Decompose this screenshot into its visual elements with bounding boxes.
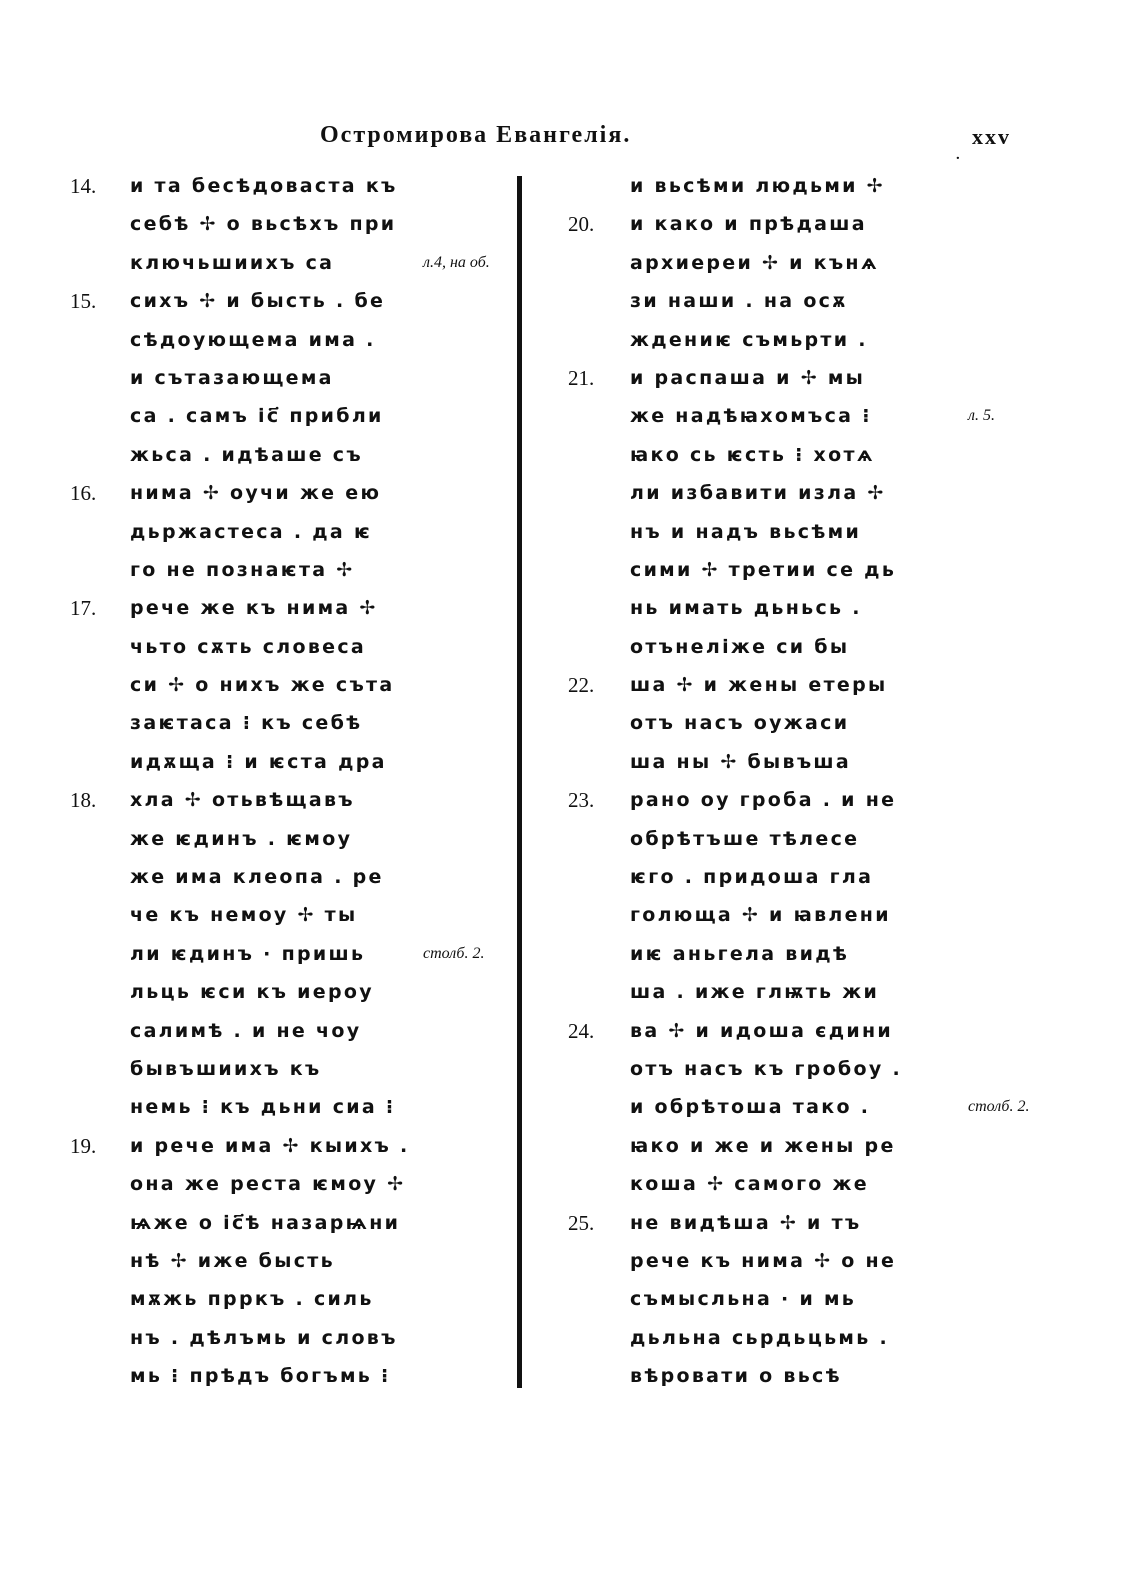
line-text: жьса . идѣаше съ — [130, 443, 363, 466]
column-divider — [517, 176, 522, 1388]
text-line — [630, 589, 930, 627]
text-line — [630, 1357, 930, 1395]
verse-number: 20. — [568, 212, 595, 237]
text-line — [630, 1127, 930, 1165]
right-text-column — [568, 167, 1030, 1396]
line-text: го не познаѥта ✢ — [130, 558, 355, 581]
line-text: иѥ аньгела видѣ — [630, 942, 850, 965]
text-line — [130, 1319, 430, 1357]
line-text: рече къ нима ✢ о не — [630, 1249, 897, 1272]
line-text: и вьсѣми людьми ✢ — [630, 175, 885, 197]
margin-note: столб. 2. — [423, 944, 485, 962]
text-line — [130, 666, 430, 704]
text-line — [568, 205, 930, 243]
line-text: и како и прѣдаша — [630, 213, 867, 236]
line-text: сѣдоующема има . — [130, 328, 376, 351]
text-line — [630, 244, 930, 282]
line-text: са . самъ іс҃ прибли — [130, 405, 384, 428]
line-text: бывъшиихъ къ — [130, 1057, 322, 1080]
line-text: сихъ ✢ и бысть . бе — [130, 290, 386, 313]
line-text: и распаша и ✢ мы — [630, 366, 866, 389]
line-text: ꙗко и же и жены ре — [630, 1134, 896, 1157]
verse-number: 14. — [70, 174, 97, 198]
text-line — [70, 589, 430, 627]
text-line — [630, 321, 930, 359]
page-title: Остромирова Евангелія. — [320, 122, 632, 148]
line-text: обрѣтъше тѣлесе — [630, 827, 860, 850]
text-line — [130, 551, 430, 589]
text-line — [130, 1280, 430, 1318]
text-line — [568, 666, 930, 704]
line-text: си ✢ о нихъ же съта — [130, 674, 395, 697]
line-text: не видѣша ✢ и тъ — [630, 1211, 862, 1234]
line-text: дьржастеса . да ѥ — [130, 520, 373, 543]
line-text: зи наши . на осѫ — [630, 290, 848, 313]
running-header — [320, 122, 740, 158]
text-line — [130, 1012, 430, 1050]
line-text: ли ѥдинъ · пришь — [130, 942, 366, 965]
line-text: идѫща ⁝ и ѥста дра — [130, 750, 387, 773]
text-line — [630, 820, 930, 858]
line-text: отънеліже си бы — [630, 635, 850, 658]
line-text: же ѥдинъ . ѥмоу — [130, 827, 353, 850]
text-line — [630, 1280, 930, 1318]
line-text: хла ✢ отьвѣщавъ — [130, 789, 355, 812]
line-text: ѥго . придоша гла — [630, 866, 874, 889]
verse-number: 19. — [70, 1133, 97, 1158]
text-line — [70, 282, 430, 320]
text-line — [630, 282, 930, 320]
text-line — [130, 1357, 430, 1395]
line-text: голюща ✢ и ꙗвлени — [630, 904, 891, 927]
text-line — [630, 167, 930, 205]
line-text: ключьшиихъ са — [130, 251, 335, 274]
text-line — [130, 935, 485, 973]
text-line — [130, 397, 430, 435]
text-line — [70, 167, 430, 205]
text-line — [630, 436, 930, 474]
line-text: и сътазающема — [130, 366, 334, 389]
line-text: нѣ ✢ иже бысть — [130, 1249, 335, 1272]
line-text: нь имать дьньсь . — [630, 597, 862, 620]
text-line — [130, 896, 430, 934]
verse-number: 21. — [568, 365, 595, 390]
line-text: же има клеопа . ре — [130, 866, 384, 889]
line-text: чьто сѫть словеса — [130, 635, 367, 658]
line-text: нъ и надъ вьсѣми — [630, 520, 862, 543]
text-line — [130, 1242, 430, 1280]
line-text: заѥтаса ⁝ къ себѣ — [130, 712, 363, 735]
margin-note: л.4, на об. — [423, 253, 490, 271]
margin-note: л. 5. — [968, 407, 995, 425]
verse-number: 17. — [70, 596, 97, 621]
line-text: рече же къ нима ✢ — [130, 597, 378, 620]
line-text: мь ⁝ прѣдъ богъмь ⁝ — [130, 1365, 391, 1388]
page-number: xxv — [972, 124, 1011, 149]
text-line — [130, 973, 430, 1011]
line-text: салимѣ . и не чоу — [130, 1019, 362, 1042]
text-line — [630, 551, 930, 589]
line-text: нима ✢ оучи же ею — [130, 482, 382, 505]
line-text: че къ немоу ✢ ты — [130, 904, 358, 927]
line-text: ша . иже глѭть жи — [630, 981, 880, 1004]
line-text: немь ⁝ къ дьни сиа ⁝ — [130, 1096, 396, 1119]
text-line — [630, 858, 930, 896]
text-line — [568, 359, 930, 397]
text-line — [630, 704, 930, 742]
line-text: она же реста ѥмоу ✢ — [130, 1173, 406, 1196]
verse-number: 16. — [70, 481, 97, 506]
line-text: себѣ ✢ о вьсѣхъ при — [130, 213, 397, 236]
text-line — [568, 781, 930, 819]
text-line — [630, 474, 930, 512]
text-line — [130, 820, 430, 858]
line-text: льць ѥси къ иероу — [130, 981, 374, 1004]
line-text: сими ✢ третии се дь — [630, 558, 897, 581]
line-text: ли избавити изла ✢ — [630, 482, 886, 505]
line-text: нъ . дѣлъмь и словъ — [130, 1326, 398, 1349]
text-line — [630, 896, 930, 934]
verse-number: 23. — [568, 788, 595, 813]
text-line — [568, 1012, 930, 1050]
text-line — [130, 628, 430, 666]
text-line — [630, 513, 930, 551]
verse-number: 15. — [70, 289, 97, 314]
text-line — [130, 321, 430, 359]
line-text: и та бесѣдоваста къ — [130, 175, 398, 197]
line-text: коша ✢ самого же — [630, 1173, 869, 1196]
line-text: рано оу гроба . и не — [630, 789, 897, 812]
text-line — [130, 1088, 430, 1126]
text-line — [130, 359, 430, 397]
line-text: и обрѣтоша тако . — [630, 1096, 871, 1119]
text-line — [630, 1088, 1030, 1126]
line-text: дьльна сьрдьцьмь . — [630, 1326, 889, 1349]
line-text: ша ✢ и жены етеры — [630, 674, 888, 697]
line-text: вѣровати о вьсѣ — [630, 1365, 842, 1388]
text-line — [130, 1204, 430, 1242]
line-text: отъ насъ къ гробоу . — [630, 1057, 902, 1080]
text-line — [630, 1050, 930, 1088]
text-line — [630, 1242, 930, 1280]
verse-number: 25. — [568, 1210, 595, 1235]
line-text: архиереи ✢ и кънѧ — [630, 251, 879, 274]
text-line — [630, 628, 930, 666]
line-text: съмысльна · и мь — [630, 1288, 857, 1311]
header-dot: · — [955, 148, 961, 169]
text-line — [630, 1319, 930, 1357]
text-line — [130, 743, 430, 781]
line-text: отъ насъ оужаси — [630, 712, 850, 735]
line-text: ва ✢ и идоша єдини — [630, 1019, 894, 1042]
text-line — [568, 1204, 930, 1242]
line-text: ѩже о іс҃ѣ назарѩни — [130, 1211, 401, 1234]
verse-number: 22. — [568, 673, 595, 698]
verse-number: 24. — [568, 1018, 595, 1043]
line-text: ꙗко сь ѥсть ⁝ хотѧ — [630, 443, 875, 466]
text-line — [70, 1127, 430, 1165]
text-line — [130, 436, 430, 474]
text-line — [630, 397, 995, 435]
left-text-column — [70, 167, 490, 1396]
text-line — [70, 474, 430, 512]
text-line — [130, 1165, 430, 1203]
text-line — [630, 1165, 930, 1203]
text-line — [630, 743, 930, 781]
text-line — [130, 205, 430, 243]
text-line — [130, 704, 430, 742]
line-text: ждениѥ съмьрти . — [630, 328, 868, 351]
text-line — [630, 935, 930, 973]
text-line — [130, 858, 430, 896]
verse-number: 18. — [70, 788, 97, 813]
text-line — [70, 781, 430, 819]
text-line — [130, 513, 430, 551]
line-text: же надѣꙗхомъса ⁝ — [630, 405, 872, 428]
line-text: ша ны ✢ бывъша — [630, 750, 852, 773]
text-line — [130, 244, 490, 282]
margin-note: столб. 2. — [968, 1098, 1030, 1116]
line-text: мѫжь прркъ . силь — [130, 1288, 374, 1311]
text-line — [130, 1050, 430, 1088]
text-line — [630, 973, 930, 1011]
line-text: и рече има ✢ кыихъ . — [130, 1134, 410, 1157]
